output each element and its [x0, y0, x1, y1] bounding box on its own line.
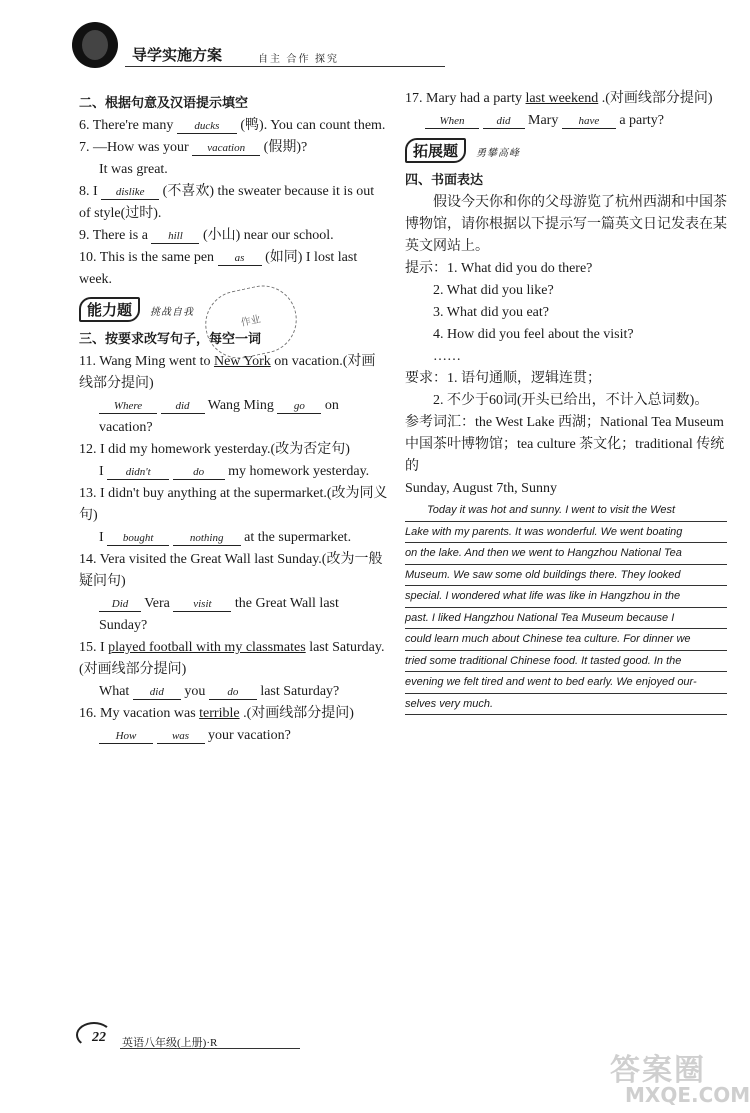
- question-17-answer: When did Mary have a party?: [405, 110, 727, 132]
- question-6: 6. There're many ducks (鸭). You can count them.: [79, 118, 386, 133]
- answer-blank: as: [218, 251, 262, 266]
- essay-line: could learn much about Chinese tea culture. For dinner we: [405, 629, 727, 651]
- question-8: 8. I dislike (不喜欢) the sweater because it is out of style(过时).: [79, 184, 375, 221]
- question-13-answer: I bought nothing at the supermarket.: [99, 530, 352, 545]
- hint-item: 4. How did you feel about the visit?: [433, 327, 634, 342]
- question-14-answer: Did Vera visit the Great Wall last Sunday?: [99, 596, 339, 633]
- reference-vocabulary: 参考词汇：the West Lake 西湖；National Tea Museum 中国茶叶博物馆；tea culture 茶文化；traditional 传统的: [405, 415, 725, 474]
- watermark-url: MXQE.COM: [625, 1083, 750, 1107]
- essay-line: Lake with my parents. It was wonderful. We went boating: [405, 522, 727, 544]
- book-title: 英语八年级(上册)·R: [122, 1037, 218, 1049]
- watermark-logo: 答案圈: [610, 1053, 706, 1088]
- answer-blank: vacation: [192, 141, 260, 156]
- question-11-answer: Where did Wang Ming go on vacation?: [99, 398, 339, 435]
- footer-divider: [120, 1048, 300, 1049]
- section-4-title: 四、书面表达: [405, 173, 484, 188]
- extension-section-badge: 拓展题 勇攀高峰: [405, 132, 727, 167]
- question-13: 13. I didn't buy anything at the supermarket.(改为同义句): [79, 486, 388, 523]
- question-10: 10. This is the same pen as (如同) I lost last week.: [79, 250, 358, 287]
- requirement-item: 2. 不少于60词(开头已给出，不计入总词数)。: [433, 393, 709, 408]
- header-divider: [125, 66, 445, 67]
- question-17: 17. Mary had a party last weekend .(对画线部分提问): [405, 91, 713, 106]
- answer-blank: dislike: [101, 185, 159, 200]
- homework-stamp-image: 作业: [199, 279, 303, 365]
- question-15-answer: What did you do last Saturday?: [99, 684, 340, 699]
- diary-essay: [405, 500, 727, 715]
- diary-date-line: Sunday, August 7th, Sunny: [405, 481, 557, 496]
- hint-item: 3. What did you eat?: [433, 305, 549, 320]
- essay-line: Today it was hot and sunny. I went to visit the West: [405, 500, 727, 522]
- question-12-answer: I didn't do my homework yesterday.: [99, 464, 370, 479]
- essay-line: special. I wondered what life was like in Hangzhou in the: [405, 586, 727, 608]
- hint-item: 2. What did you like?: [433, 283, 554, 298]
- essay-line: on the lake. And then we went to Hangzhou National Tea: [405, 543, 727, 565]
- question-16: 16. My vacation was terrible .(对画线部分提问): [79, 706, 354, 721]
- essay-line: past. I liked Hangzhou National Tea Museum because I: [405, 608, 727, 630]
- section-2-title: 二、根据句意及汉语提示填空: [79, 96, 249, 111]
- ability-section-badge: 能力题 挑战自我: [79, 291, 389, 326]
- hint-ellipsis: ……: [433, 349, 461, 364]
- question-16-answer: How was your vacation?: [79, 725, 389, 747]
- question-15: 15. I played football with my classmates last Saturday.(对画线部分提问): [79, 640, 385, 677]
- essay-line: evening we felt tired and went to bed early. We enjoyed our-: [405, 672, 727, 694]
- writing-prompt: 假设今天你和你的父母游览了杭州西湖和中国茶博物馆，请你根据以下提示写一篇英文日记发表在某英文网站上。: [405, 195, 727, 254]
- question-14: 14. Vera visited the Great Wall last Sunday.(改为一般疑问句): [79, 552, 383, 589]
- answer-blank: ducks: [177, 119, 237, 134]
- page-number: 22: [92, 1030, 106, 1045]
- essay-line: selves very much.: [405, 694, 727, 716]
- question-12: 12. I did my homework yesterday.(改为否定句): [79, 442, 350, 457]
- question-11: 11. Wang Ming went to New York on vacation.(对画线部分提问): [79, 354, 376, 391]
- requirements-block: 要求：1. 语句通顺，逻辑连贯；: [405, 371, 601, 386]
- answer-blank: hill: [151, 229, 199, 244]
- page-header-title: 导学实施方案: [132, 46, 223, 64]
- section-3-title: 三、按要求改写句子，每空一词: [79, 332, 262, 347]
- question-7-reply: It was great.: [99, 162, 168, 177]
- right-column: [405, 88, 727, 715]
- hints-block: 提示：1. What did you do there?: [405, 261, 593, 276]
- left-column: [79, 90, 389, 747]
- question-7: 7. —How was your vacation (假期)?: [79, 140, 308, 155]
- book-logo-icon: [72, 22, 118, 68]
- essay-line: tried some traditional Chinese food. It tasted good. In the: [405, 651, 727, 673]
- page-header-tags: 自主 合作 探究: [258, 54, 339, 65]
- essay-line: Museum. We saw some old buildings there. They looked: [405, 565, 727, 587]
- question-9: 9. There is a hill (小山) near our school.: [79, 228, 334, 243]
